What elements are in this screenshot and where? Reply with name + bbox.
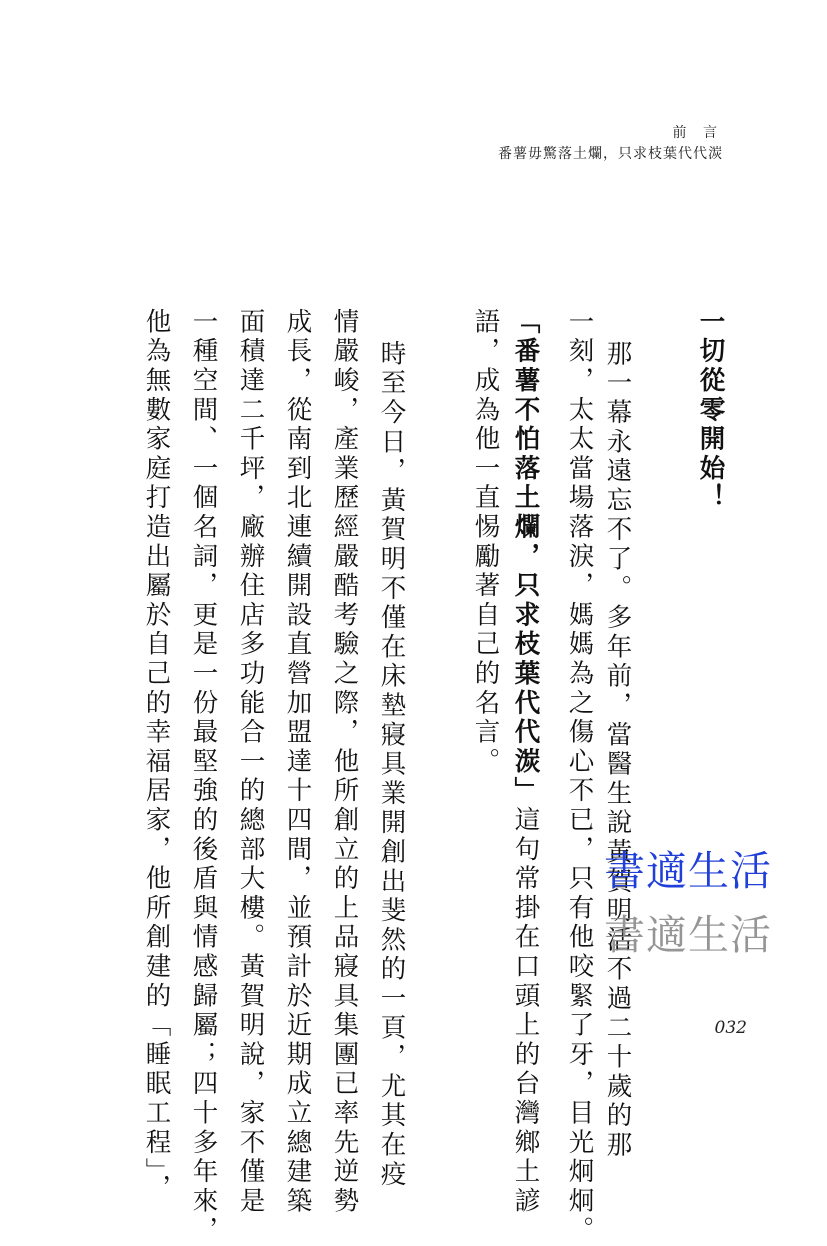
page-number: 032 (714, 1018, 747, 1038)
paragraph-column-10: 他為無數家庭打造出屬於自己的幸福居家，他所創建的「睡眠工程」， (141, 308, 172, 1204)
running-head-title: 番薯毋驚落土爛，只求枝葉代代湠 (498, 146, 723, 162)
paragraph-column-2: 一刻，太太當場落淚，媽媽為之傷心不已，只有他咬緊了牙，目光炯炯。 (564, 308, 595, 1246)
quoted-proverb: 「番薯不怕落土爛，只求枝葉代代湠」 (510, 308, 541, 807)
section-heading: 一切從零開始！ (695, 308, 726, 514)
paragraph-column-5: 時至今日，黃賀明不僅在床墊寢具業開創出斐然的一頁，尤其在疫 (376, 340, 407, 1190)
proverb-continuation: 這句常掛在口頭上的台灣鄉土諺 (510, 806, 541, 1217)
watermark-blue: 書適生活 (604, 847, 772, 895)
paragraph-column-8: 面積達二千坪，廠辦住店多功能合一的總部大樓。黃賀明說，家不僅是 (235, 308, 266, 1217)
paragraph-column-6: 情嚴峻，產業歷經嚴酷考驗之際，他所創立的上品寢具集團已率先逆勢 (329, 308, 360, 1217)
paragraph-column-1: 那一幕永遠忘不了。多年前，當醫生說黃賀明活不過二十歲的那 (602, 340, 633, 1161)
running-head-section: 前 言 (672, 125, 723, 141)
paragraph-column-7: 成長，從南到北連續開設直營加盟達十四間，並預計於近期成立總建築 (282, 308, 313, 1217)
paragraph-column-9: 一種空間、一個名詞，更是一份最堅強的後盾與情感歸屬；四十多年來， (188, 308, 219, 1246)
paragraph-column-3 (510, 308, 541, 1217)
watermark-grey: 書適生活 (604, 911, 772, 959)
paragraph-column-4: 語，成為他一直惕勵著自己的名言。 (470, 308, 501, 777)
